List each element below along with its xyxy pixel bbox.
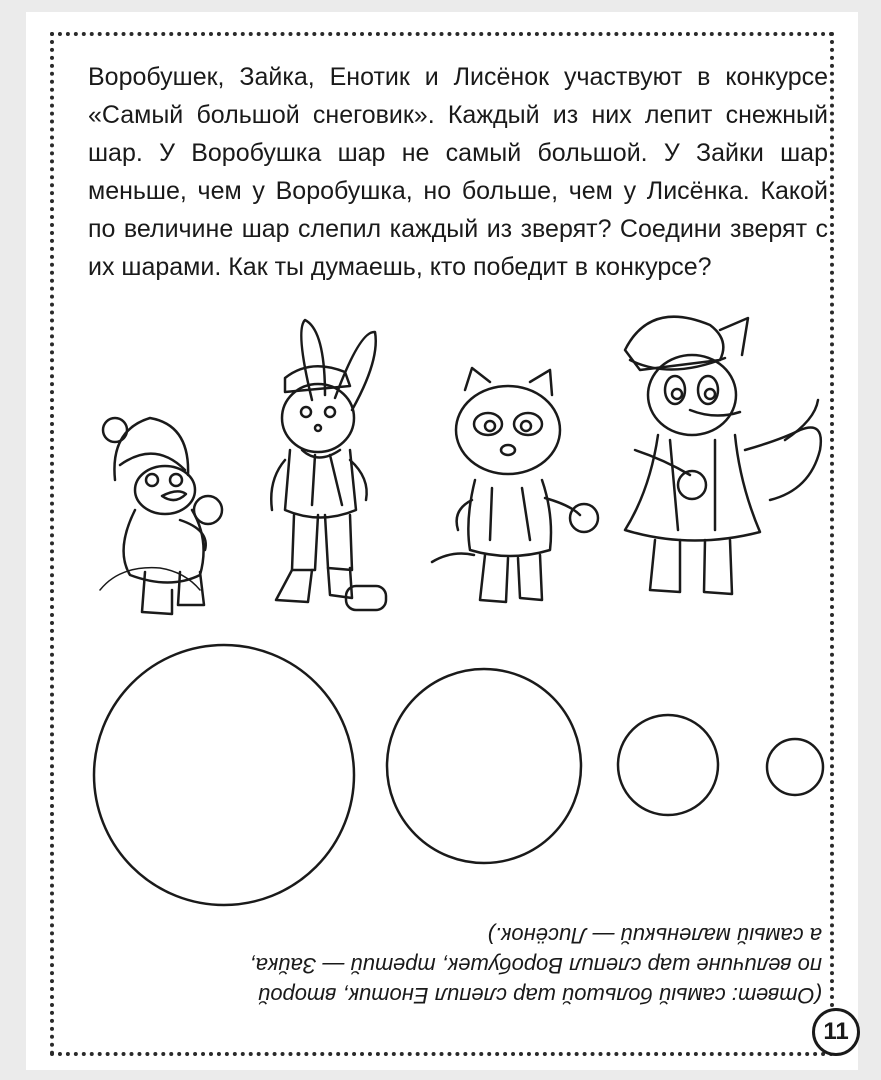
raccoon-figure bbox=[432, 368, 598, 602]
answer-upside-down bbox=[70, 920, 822, 1010]
answer-line-3: а самый маленький — Лисёнок.) bbox=[487, 923, 822, 948]
answer-line-1: (Ответ: самый большой шар слепил Енотик, второй bbox=[258, 983, 822, 1008]
fox-figure bbox=[625, 317, 821, 594]
bunny-figure bbox=[271, 320, 386, 610]
answer-line-2: по величине шар слепил Воробушек, третий — Зайка, bbox=[249, 953, 822, 978]
sparrow-figure bbox=[100, 418, 222, 614]
characters-illustration bbox=[80, 300, 840, 630]
task-text: Воробушек, Зайка, Енотик и Лисёнок участвуют в конкурсе «Самый большой снеговик». Каждый из них лепит снежный шар. У Воробушка шар не самый большой. У Зайки шар меньше, чем у Воробушка, но больше, чем у Лисёнка. Какой по величине шар слепил каждый из зверят? Соедини зверят с их шарами. Как ты думаешь, кто победит в конкурсе? bbox=[88, 63, 828, 281]
page-number: 11 bbox=[812, 1008, 860, 1056]
